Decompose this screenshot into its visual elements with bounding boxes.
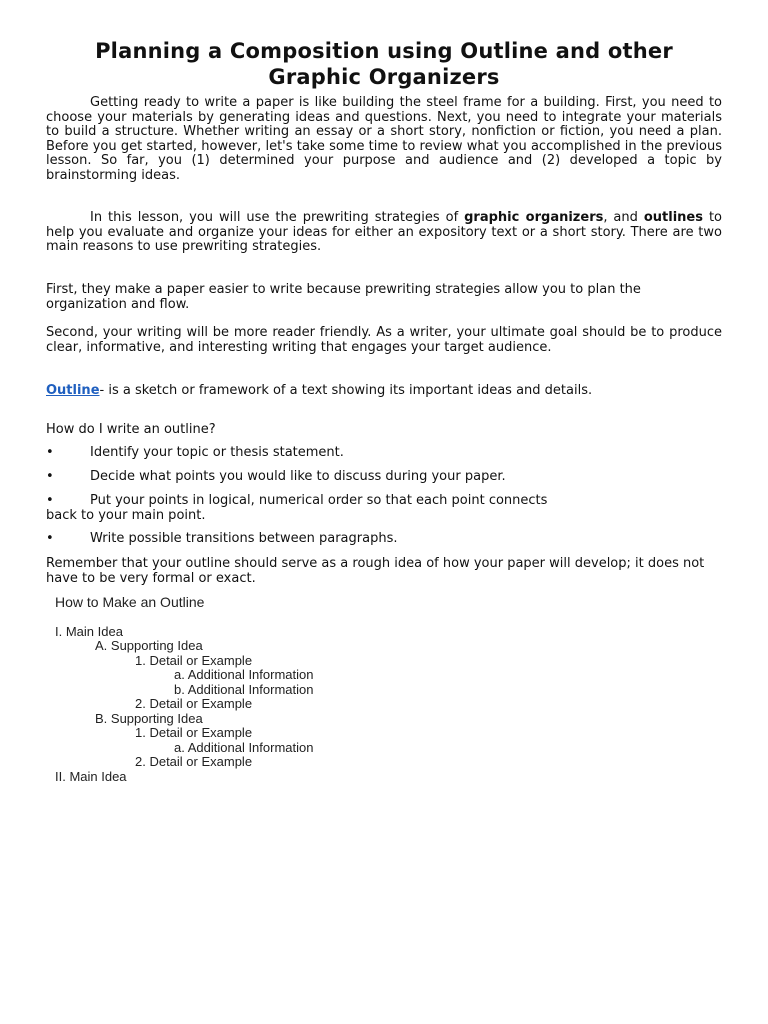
outline-line: 1. Detail or Example bbox=[135, 653, 253, 668]
outline-definition-text: - is a sketch or framework of a text showing its important ideas and details. bbox=[99, 383, 593, 398]
outline-question: How do I write an outline? bbox=[46, 422, 216, 437]
title-line-1: Planning a Composition using Outline and other bbox=[95, 39, 673, 63]
step-item: Put your points in logical, numerical order so that each point connects bbox=[90, 493, 548, 508]
outline-line: 1. Detail or Example bbox=[135, 725, 253, 740]
page-title bbox=[20, 38, 748, 90]
outline-line: 2. Detail or Example bbox=[135, 754, 253, 769]
outline-link[interactable]: Outline bbox=[46, 383, 100, 398]
step-item: Decide what points you would like to discuss during your paper. bbox=[90, 469, 506, 484]
outline-line: I. Main Idea bbox=[55, 624, 123, 639]
step-item: Write possible transitions between paragraphs. bbox=[90, 531, 398, 546]
title-line-2: Graphic Organizers bbox=[268, 65, 500, 89]
bullet-marker: • bbox=[46, 445, 54, 460]
step-item: Identify your topic or thesis statement. bbox=[90, 445, 344, 460]
bullet-marker: • bbox=[46, 469, 54, 484]
remember-paragraph: Remember that your outline should serve as a rough idea of how your paper will develop; it does not have to be very formal or exact. bbox=[46, 556, 705, 586]
outline-definition bbox=[46, 384, 722, 399]
outline-line: a. Additional Information bbox=[174, 740, 314, 755]
outline-line: 2. Detail or Example bbox=[135, 696, 253, 711]
outline-line: b. Additional Information bbox=[174, 682, 314, 697]
lesson-paragraph bbox=[46, 211, 722, 255]
outline-line: II. Main Idea bbox=[55, 769, 127, 784]
bullet-marker: • bbox=[46, 493, 54, 508]
first-reason-paragraph: First, they make a paper easier to write because prewriting strategies allow you to plan the organization and flow. bbox=[46, 282, 641, 312]
second-reason-paragraph: Second, your writing will be more reader friendly. As a writer, your ultimate goal should be to produce clear, informative, and interesting writing that engages your target audience. bbox=[46, 325, 722, 355]
outline-line: A. Supporting Idea bbox=[95, 638, 203, 653]
lesson-text-after: to help you evaluate and organize your ideas for either an expository text or a short story. There are two main reasons to use prewriting strategies. bbox=[46, 210, 722, 255]
outlines-term: outlines bbox=[643, 210, 703, 225]
bullet-marker: • bbox=[46, 531, 54, 546]
outline-example-heading: How to Make an Outline bbox=[55, 594, 205, 610]
intro-paragraph: Getting ready to write a paper is like building the steel frame for a building. First, you need to choose your materials by generating ideas and questions. Next, you need to integrate your materials to build a structure. Whether writing an essay or a short story, nonfiction or fiction, you need a plan. Before you get started, however, let's take some time to review what you accomplished in the previous lesson. So far, you (1) determined your purpose and audience and (2) developed a topic by brainstorming ideas. bbox=[46, 95, 722, 183]
graphic-organizers-term: graphic organizers bbox=[464, 210, 604, 225]
step-item-continued: back to your main point. bbox=[46, 508, 206, 523]
outline-line: a. Additional Information bbox=[174, 667, 314, 682]
outline-line: B. Supporting Idea bbox=[95, 711, 203, 726]
lesson-text-mid: , and bbox=[603, 210, 644, 225]
lesson-text-before: In this lesson, you will use the prewriting strategies of bbox=[90, 210, 465, 225]
